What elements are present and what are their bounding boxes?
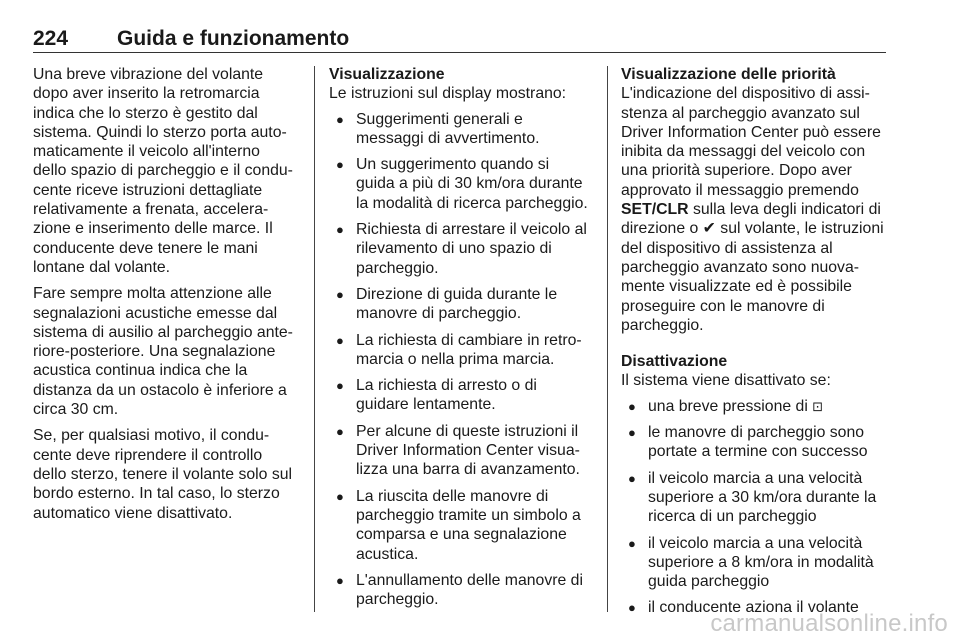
parking-assist-button-icon: ⊡ bbox=[812, 398, 824, 414]
bullet-icon: ● bbox=[336, 111, 344, 127]
list-item: ● L'annullamento delle manovre di parcheggio. bbox=[336, 571, 583, 609]
list-item: ● il veicolo marcia a una velocità superiore a 30 km/ora durante la ricerca di un parcheggio bbox=[628, 469, 877, 526]
list-item: ● il conducente aziona il volante bbox=[628, 599, 859, 617]
column-divider-1 bbox=[314, 66, 315, 612]
bullet-icon: ● bbox=[336, 488, 344, 504]
list-item: ● le manovre di parcheggio sono portate a termine con successo bbox=[628, 424, 868, 461]
section-heading-priority: Visualizzazione delle priorità bbox=[621, 66, 836, 83]
list-item: ● il veicolo marcia a una velocità superiore a 8 km/ora in modalità guida parcheggio bbox=[628, 534, 874, 591]
bullet-icon: ● bbox=[336, 332, 344, 348]
page-header bbox=[33, 28, 886, 53]
section-gap bbox=[621, 342, 891, 352]
bullet-icon: ● bbox=[628, 600, 636, 616]
list-item: ● Per alcune di queste istruzioni il Driver Information Center visua- lizza una barra di avanzamento. bbox=[336, 422, 580, 479]
list-item: ● una breve pressione di ⊡ bbox=[628, 397, 824, 415]
list-item: ● La riuscita delle manovre di parcheggio tramite un simbolo a comparsa e una segnalazione acustica. bbox=[336, 487, 581, 563]
bullet-icon: ● bbox=[336, 157, 344, 173]
deactivation-list bbox=[621, 397, 891, 618]
bullet-icon: ● bbox=[628, 425, 636, 441]
column-2 bbox=[329, 65, 596, 616]
page-number: 224 bbox=[33, 27, 69, 50]
section-lead-display: Le istruzioni sul display mostrano: bbox=[329, 85, 567, 103]
bullet-icon: ● bbox=[628, 535, 636, 551]
column-1 bbox=[33, 65, 303, 530]
list-item: ● La richiesta di arresto o di guidare lentamente. bbox=[336, 377, 537, 414]
list-item: ● Direzione di guida durante le manovre di parcheggio. bbox=[336, 285, 558, 323]
bullet-icon: ● bbox=[336, 222, 344, 238]
bullet-icon: ● bbox=[336, 378, 344, 394]
paragraph-acoustic-signals: Fare sempre molta attenzione alle segnalazioni acustiche emesse dal sistema di ausilio al parcheggio ante- riore-posteriore. Una segnalazione acustica continua indica che la distanza da un ostacolo è inferiore a circa 30 cm. bbox=[33, 285, 293, 419]
section-heading-deactivation: Disattivazione bbox=[621, 353, 728, 371]
bullet-icon: ● bbox=[628, 470, 636, 486]
list-item: ● Un suggerimento quando si guida a più di 30 km/ora durante la modalità di ricerca parcheggio. bbox=[336, 156, 588, 212]
bullet-icon: ● bbox=[336, 572, 344, 588]
watermark: carmanualsonline.info bbox=[710, 610, 948, 637]
paragraph-priority: L'indicazione del dispositivo di assi- stenza al parcheggio avanzato sul Driver Information Center può essere inibita da messaggi del veicolo con una priorità superiore. Dopo aver approvato il messaggio premendo SET/CLR sulla leva degli indicatori di direzione o ✔ sul volante, le istruzioni del dispositivo di assistenza al parcheggio avanzato sono nuova- mente visualizzate ed è possibile proseguire con le manovre di parcheggio. bbox=[621, 85, 884, 334]
column-3 bbox=[621, 65, 891, 625]
paragraph-steering-vibration: Una breve vibrazione del volante dopo aver inserito la retromarcia indica che lo sterzo è gestito dal sistema. Quindi lo sterzo porta auto- maticamente il veicolo all'interno dello spazio di parcheggio e il condu- cente riceve istruzioni dettagliate relativamente a frenata, accelera- zione e inserimento delle marce. Il conducente deve tenere le mani lontane dal volante. bbox=[33, 66, 293, 276]
bullet-icon: ● bbox=[628, 398, 636, 414]
list-item: ● Richiesta di arrestare il veicolo al rilevamento di uno spazio di parcheggio. bbox=[336, 221, 587, 277]
paragraph-take-control: Se, per qualsiasi motivo, il condu- cente deve riprendere il controllo dello sterzo, tenere il volante solo sul bordo esterno. In tal caso, lo sterzo automatico viene disattivato. bbox=[33, 427, 293, 522]
column-divider-2 bbox=[607, 66, 608, 612]
bullet-icon: ● bbox=[336, 286, 344, 302]
bullet-icon: ● bbox=[336, 423, 344, 439]
check-icon: ✔ bbox=[702, 220, 716, 238]
set-clr-label: SET/CLR bbox=[621, 201, 689, 219]
list-item: ● La richiesta di cambiare in retro- marcia o nella prima marcia. bbox=[336, 331, 582, 368]
section-lead-deactivation: Il sistema viene disattivato se: bbox=[621, 372, 831, 390]
section-heading-display: Visualizzazione bbox=[329, 66, 445, 83]
page-title: Guida e funzionamento bbox=[117, 27, 350, 50]
display-instructions-list bbox=[329, 110, 596, 610]
list-item: ● Suggerimenti generali e messaggi di avvertimento. bbox=[336, 110, 540, 147]
